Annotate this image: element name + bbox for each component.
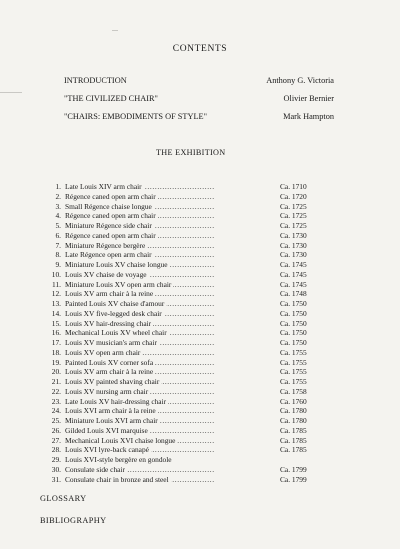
exhibition-item bbox=[40, 338, 340, 348]
item-date: Ca. 1750 bbox=[280, 328, 307, 338]
exhibition-item bbox=[40, 250, 340, 260]
item-number: 3. bbox=[55, 201, 61, 211]
item-title-leader bbox=[65, 211, 278, 221]
item-number: 4. bbox=[55, 211, 61, 221]
item-title-leader bbox=[65, 231, 278, 241]
item-title-leader bbox=[65, 241, 278, 251]
item-date: Ca. 1755 bbox=[280, 367, 307, 377]
item-date: Ca. 1745 bbox=[280, 269, 307, 279]
item-title-leader bbox=[65, 182, 278, 192]
item-title: Louis XVI lyre-back canapé bbox=[65, 445, 149, 455]
exhibition-item bbox=[40, 445, 340, 455]
item-title-leader bbox=[65, 426, 278, 436]
exhibition-item bbox=[40, 270, 340, 280]
item-title: Painted Louis XV corner sofa bbox=[65, 357, 154, 367]
item-date: Ca. 1758 bbox=[280, 386, 307, 396]
item-date: Ca. 1730 bbox=[280, 250, 307, 260]
exhibition-item bbox=[40, 455, 340, 465]
item-date: Ca. 1720 bbox=[280, 191, 307, 201]
item-number: 14. bbox=[51, 308, 61, 318]
exhibition-item bbox=[40, 436, 340, 446]
item-date: Ca. 1799 bbox=[280, 474, 307, 484]
item-title-leader bbox=[65, 260, 278, 270]
item-title: Miniature Régence bergère bbox=[65, 240, 146, 250]
exhibition-item bbox=[40, 182, 340, 192]
item-date: Ca. 1785 bbox=[280, 425, 307, 435]
exhibition-item bbox=[40, 416, 340, 426]
exhibition-item bbox=[40, 241, 340, 251]
item-number: 22. bbox=[51, 386, 61, 396]
item-title-leader bbox=[65, 436, 278, 446]
item-title: Louis XV open arm chair bbox=[65, 347, 141, 357]
intro-title: "CHAIRS: EMBODIMENTS OF STYLE" bbox=[64, 112, 207, 121]
item-number: 26. bbox=[51, 425, 61, 435]
item-number: 1. bbox=[55, 182, 61, 191]
item-number: 17. bbox=[51, 338, 61, 347]
exhibition-item bbox=[40, 328, 340, 338]
intro-title: "THE CIVILIZED CHAIR" bbox=[64, 94, 158, 103]
item-title-leader bbox=[65, 289, 278, 299]
item-title-leader bbox=[65, 387, 278, 397]
item-title: Louis XV arm chair à la reine bbox=[65, 289, 154, 299]
item-date: Ca. 1710 bbox=[280, 182, 307, 191]
item-title: Small Régence chaise longue bbox=[65, 201, 152, 211]
item-number: 30. bbox=[51, 464, 61, 474]
item-date: Ca. 1755 bbox=[280, 347, 307, 357]
item-title: Louis XVI-style bergère en gondole bbox=[65, 455, 172, 464]
item-number: 19. bbox=[51, 357, 61, 367]
exhibition-item bbox=[40, 406, 340, 416]
item-title: Louis XV painted shaving chair bbox=[65, 377, 160, 386]
item-number: 6. bbox=[55, 230, 61, 240]
item-number: 8. bbox=[55, 250, 61, 260]
item-title-leader bbox=[65, 270, 278, 280]
item-number: 24. bbox=[51, 406, 61, 416]
item-date: Ca. 1725 bbox=[280, 211, 307, 221]
exhibition-item bbox=[40, 319, 340, 329]
item-title-leader bbox=[65, 358, 278, 368]
item-title-leader bbox=[65, 280, 278, 290]
item-number: 15. bbox=[51, 318, 61, 328]
exhibition-item bbox=[40, 280, 340, 290]
item-date: Ca. 1760 bbox=[280, 396, 307, 406]
item-date: Ca. 1745 bbox=[280, 260, 307, 269]
item-title-leader bbox=[65, 221, 278, 231]
item-number: 2. bbox=[55, 191, 61, 201]
exhibition-item bbox=[40, 465, 340, 475]
exhibition-item bbox=[40, 309, 340, 319]
item-title-leader bbox=[65, 328, 278, 338]
bibliography-heading: BIBLIOGRAPHY bbox=[40, 516, 107, 525]
item-title-leader bbox=[65, 445, 278, 455]
item-date: Ca. 1750 bbox=[280, 299, 307, 308]
item-number: 16. bbox=[51, 328, 61, 338]
item-date: Ca. 1785 bbox=[280, 445, 307, 455]
item-number: 12. bbox=[51, 289, 61, 299]
item-title: Régence caned open arm chair bbox=[65, 211, 156, 221]
item-number: 18. bbox=[51, 347, 61, 357]
exhibition-item bbox=[40, 289, 340, 299]
intro-title: INTRODUCTION bbox=[64, 76, 127, 85]
item-number: 25. bbox=[51, 416, 61, 425]
exhibition-item bbox=[40, 397, 340, 407]
item-title-leader bbox=[65, 192, 278, 202]
item-number: 20. bbox=[51, 367, 61, 377]
exhibition-item bbox=[40, 387, 340, 397]
item-date: Ca. 1748 bbox=[280, 289, 307, 299]
item-date: Ca. 1785 bbox=[280, 435, 307, 445]
exhibition-item bbox=[40, 221, 340, 231]
item-number: 13. bbox=[51, 299, 61, 308]
exhibition-item bbox=[40, 367, 340, 377]
item-date: Ca. 1730 bbox=[280, 240, 307, 250]
item-number: 5. bbox=[55, 221, 61, 230]
item-number: 31. bbox=[51, 474, 61, 484]
item-date: Ca. 1750 bbox=[280, 318, 307, 328]
item-date: Ca. 1755 bbox=[280, 377, 307, 386]
item-title: Mechanical Louis XV wheel chair bbox=[65, 328, 167, 338]
intro-author: Mark Hampton bbox=[283, 112, 334, 121]
item-title: Miniature Louis XV open arm chair bbox=[65, 279, 172, 289]
item-date: Ca. 1725 bbox=[280, 201, 307, 211]
item-title: Régence caned open arm chair bbox=[65, 230, 156, 240]
item-date: Ca. 1730 bbox=[280, 230, 307, 240]
item-title-leader bbox=[65, 299, 278, 309]
item-title: Régence caned open arm chair bbox=[65, 191, 156, 201]
intro-author: Olivier Bernier bbox=[283, 94, 334, 103]
item-title: Louis XV hair-dressing chair bbox=[65, 318, 152, 328]
item-title: Consulate chair in bronze and steel bbox=[65, 474, 169, 484]
exhibition-item bbox=[40, 231, 340, 241]
scan-mark bbox=[112, 30, 118, 31]
exhibition-item bbox=[40, 192, 340, 202]
item-title-leader bbox=[65, 202, 278, 212]
item-title-leader bbox=[65, 250, 278, 260]
item-title-leader bbox=[65, 309, 278, 319]
contents-heading: CONTENTS bbox=[172, 44, 228, 54]
item-title: Late Louis XIV arm chair bbox=[65, 182, 142, 191]
item-title-leader bbox=[65, 377, 278, 387]
exhibition-item bbox=[40, 348, 340, 358]
item-title-leader bbox=[65, 338, 278, 348]
exhibition-item bbox=[40, 260, 340, 270]
item-date: Ca. 1780 bbox=[280, 416, 307, 425]
item-title-leader bbox=[65, 475, 278, 485]
item-title: Miniature Louis XVI arm chair bbox=[65, 416, 158, 425]
item-title-leader bbox=[65, 465, 278, 475]
item-title: Louis XV five-legged desk chair bbox=[65, 308, 162, 318]
item-title: Late Régence open arm chair bbox=[65, 250, 152, 260]
exhibition-item bbox=[40, 202, 340, 212]
exhibition-item bbox=[40, 475, 340, 485]
item-title: Mechanical Louis XVI chaise longue bbox=[65, 435, 176, 445]
item-title: Painted Louis XV chaise d'amour bbox=[65, 299, 165, 308]
intro-author: Anthony G. Victoria bbox=[266, 76, 334, 85]
item-date: Ca. 1725 bbox=[280, 221, 307, 230]
item-title: Louis XV musician's arm chair bbox=[65, 338, 157, 347]
item-date: Ca. 1750 bbox=[280, 338, 307, 347]
exhibition-item bbox=[40, 377, 340, 387]
item-title-leader bbox=[65, 406, 278, 416]
item-title: Consulate side chair bbox=[65, 464, 125, 474]
item-number: 11. bbox=[52, 279, 61, 289]
item-title: Louis XV arm chair à la reine bbox=[65, 367, 154, 377]
exhibition-item bbox=[40, 358, 340, 368]
scan-mark bbox=[0, 92, 22, 93]
exhibition-list bbox=[40, 182, 340, 484]
item-number: 21. bbox=[51, 377, 61, 386]
item-title-leader bbox=[65, 367, 278, 377]
item-title: Louis XVI arm chair à la reine bbox=[65, 406, 156, 416]
item-title: Late Louis XV hair-dressing chair bbox=[65, 396, 167, 406]
item-title: Miniature Régence side chair bbox=[65, 221, 152, 230]
item-number: 9. bbox=[55, 260, 61, 269]
item-title-leader bbox=[65, 348, 278, 358]
exhibition-item bbox=[40, 211, 340, 221]
glossary-heading: GLOSSARY bbox=[40, 494, 87, 503]
item-title: Miniature Louis XV chaise longue bbox=[65, 260, 168, 269]
exhibition-item bbox=[40, 426, 340, 436]
item-title-leader bbox=[65, 455, 278, 465]
item-number: 7. bbox=[55, 240, 61, 250]
item-title-leader bbox=[65, 397, 278, 407]
item-date: Ca. 1780 bbox=[280, 406, 307, 416]
item-date: Ca. 1745 bbox=[280, 279, 307, 289]
item-number: 28. bbox=[51, 445, 61, 455]
item-date: Ca. 1750 bbox=[280, 308, 307, 318]
item-title: Louis XV chaise de voyage bbox=[65, 269, 147, 279]
item-title: Gilded Louis XVI marquise bbox=[65, 425, 148, 435]
item-title-leader bbox=[65, 319, 278, 329]
item-number: 23. bbox=[51, 396, 61, 406]
item-date: Ca. 1799 bbox=[280, 464, 307, 474]
item-number: 10. bbox=[51, 269, 61, 279]
item-title: Louis XV nursing arm chair bbox=[65, 386, 149, 396]
item-number: 27. bbox=[51, 435, 61, 445]
item-number: 29. bbox=[51, 455, 61, 464]
exhibition-item bbox=[40, 299, 340, 309]
item-date: Ca. 1755 bbox=[280, 357, 307, 367]
exhibition-heading: THE EXHIBITION bbox=[156, 148, 226, 157]
item-title-leader bbox=[65, 416, 278, 426]
